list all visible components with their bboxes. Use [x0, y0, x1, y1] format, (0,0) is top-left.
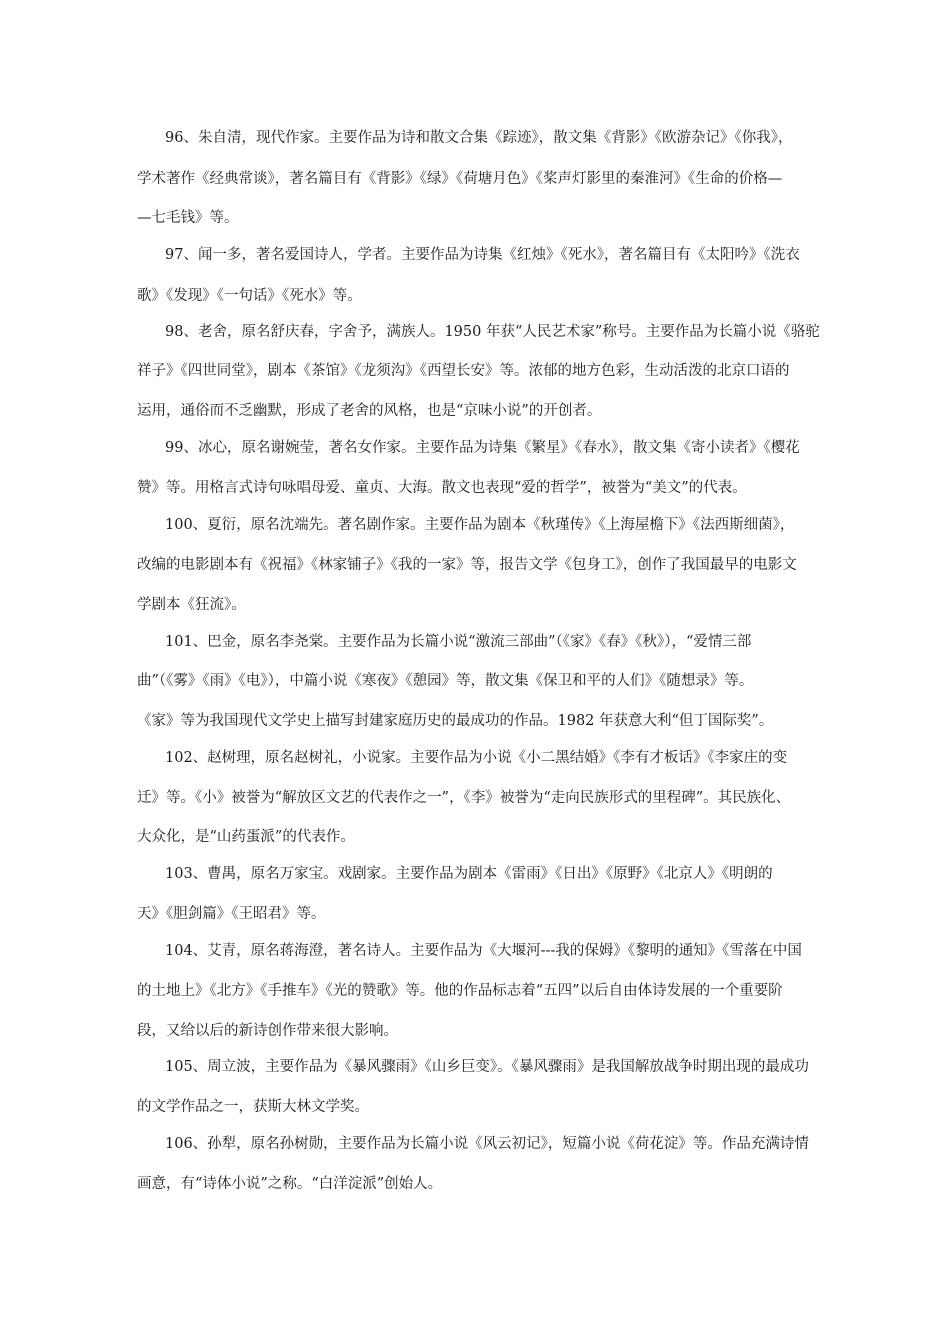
entry-104-line-3: 段，又给以后的新诗创作带来很大影响。	[137, 1023, 398, 1039]
entry-98-line-1: 98、老舍，原名舒庆春，字舍予，满族人。1950 年获“人民艺术家”称号。主要作品为长篇小说《骆驼	[165, 324, 820, 340]
entry-103-line-2: 天》《胆剑篇》《王昭君》等。	[137, 906, 326, 922]
entry-98-line-2: 祥子》《四世同堂》，剧本《茶馆》《龙须沟》《西望长安》等。浓郁的地方色彩，生动活泼的北京口语的	[137, 363, 790, 379]
entry-99-line-2: 赞》等。用格言式诗句咏唱母爱、童贞、大海。散文也表现“爱的哲学”，被誉为“美文”的代表。	[137, 480, 747, 496]
entry-102-line-2: 迁》等。《小》被誉为“解放区文艺的代表作之一”，《李》被誉为“走向民族形式的里程碑”。其民族化、	[137, 790, 791, 806]
entry-106-line-2: 画意，有“诗体小说”之称。“白洋淀派”创始人。	[137, 1176, 443, 1192]
entry-101-line-2: 曲”（《雾》《雨》《电》），中篇小说《寒夜》《憩园》等，散文集《保卫和平的人们》《随想录》等。	[137, 673, 754, 689]
entry-105-line-2: 的文学作品之一，获斯大林文学奖。	[137, 1099, 369, 1115]
entry-100-line-1: 100、夏衍，原名沈端先。著名剧作家。主要作品为剧本《秋瑾传》《上海屋檐下》《法西斯细菌》，	[165, 517, 795, 533]
entry-101-line-1: 101、巴金，原名李尧棠。主要作品为长篇小说“激流三部曲”（《家》《春》《秋》），“爱情三部	[165, 634, 752, 650]
entry-102-line-1: 102、赵树理，原名赵树礼，小说家。主要作品为小说《小二黑结婚》《李有才板话》《李家庄的变	[165, 750, 788, 766]
entry-97-line-2: 歌》《发现》《一句话》《死水》等。	[137, 288, 362, 304]
entry-105-line-1: 105、周立波，主要作品为《暴风骤雨》《山乡巨变》。《暴风骤雨》是我国解放战争时期出现的最成功	[165, 1059, 809, 1075]
entry-97-line-1: 97、闻一多，著名爱国诗人，学者。主要作品为诗集《红烛》《死水》，著名篇目有《太阳吟》《洗衣	[165, 247, 800, 263]
entry-104-line-2: 的土地上》《北方》《手推车》《光的赞歌》等。他的作品标志着“五四”以后自由体诗发展的一个重要阶	[137, 983, 783, 999]
entry-96-line-1: 96、朱自清，现代作家。主要作品为诗和散文合集《踪迹》，散文集《背影》《欧游杂记》《你我》，	[165, 130, 793, 146]
entry-106-line-1: 106、孙犁，原名孙树勋，主要作品为长篇小说《风云初记》，短篇小说《荷花淀》等。作品充满诗情	[165, 1136, 809, 1152]
entry-99-line-1: 99、冰心，原名谢婉莹，著名女作家。主要作品为诗集《繁星》《春水》，散文集《寄小读者》《樱花	[165, 440, 800, 456]
entry-103-line-1: 103、曹禺，原名万家宝。戏剧家。主要作品为剧本《雷雨》《日出》《原野》《北京人》《明朗的	[165, 866, 773, 882]
entry-102-line-3: 大众化，是“山药蛋派”的代表作。	[137, 829, 355, 845]
entry-104-line-1: 104、艾青，原名蒋海澄，著名诗人。主要作品为《大堰河---我的保姆》《黎明的通知》《雪落在中国	[165, 943, 802, 959]
entry-100-line-3: 学剧本《狂流》。	[137, 597, 246, 613]
entry-98-line-3: 运用，通俗而不乏幽默，形成了老舍的风格，也是“京味小说”的开创者。	[137, 403, 602, 419]
entry-100-line-2: 改编的电影剧本有《祝福》《林家铺子》《我的一家》等，报告文学《包身工》，创作了我国最早的电影文	[137, 557, 797, 573]
entry-96-line-3: —七毛钱》等。	[137, 210, 239, 226]
entry-101-line-3: 《家》等为我国现代文学史上描写封建家庭历史的最成功的作品。1982 年获意大利“但丁国际奖”。	[137, 713, 774, 729]
entry-96-line-2: 学术著作《经典常谈》，著名篇目有《背影》《绿》《荷塘月色》《桨声灯影里的秦淮河》《生命的价格—	[137, 171, 783, 187]
